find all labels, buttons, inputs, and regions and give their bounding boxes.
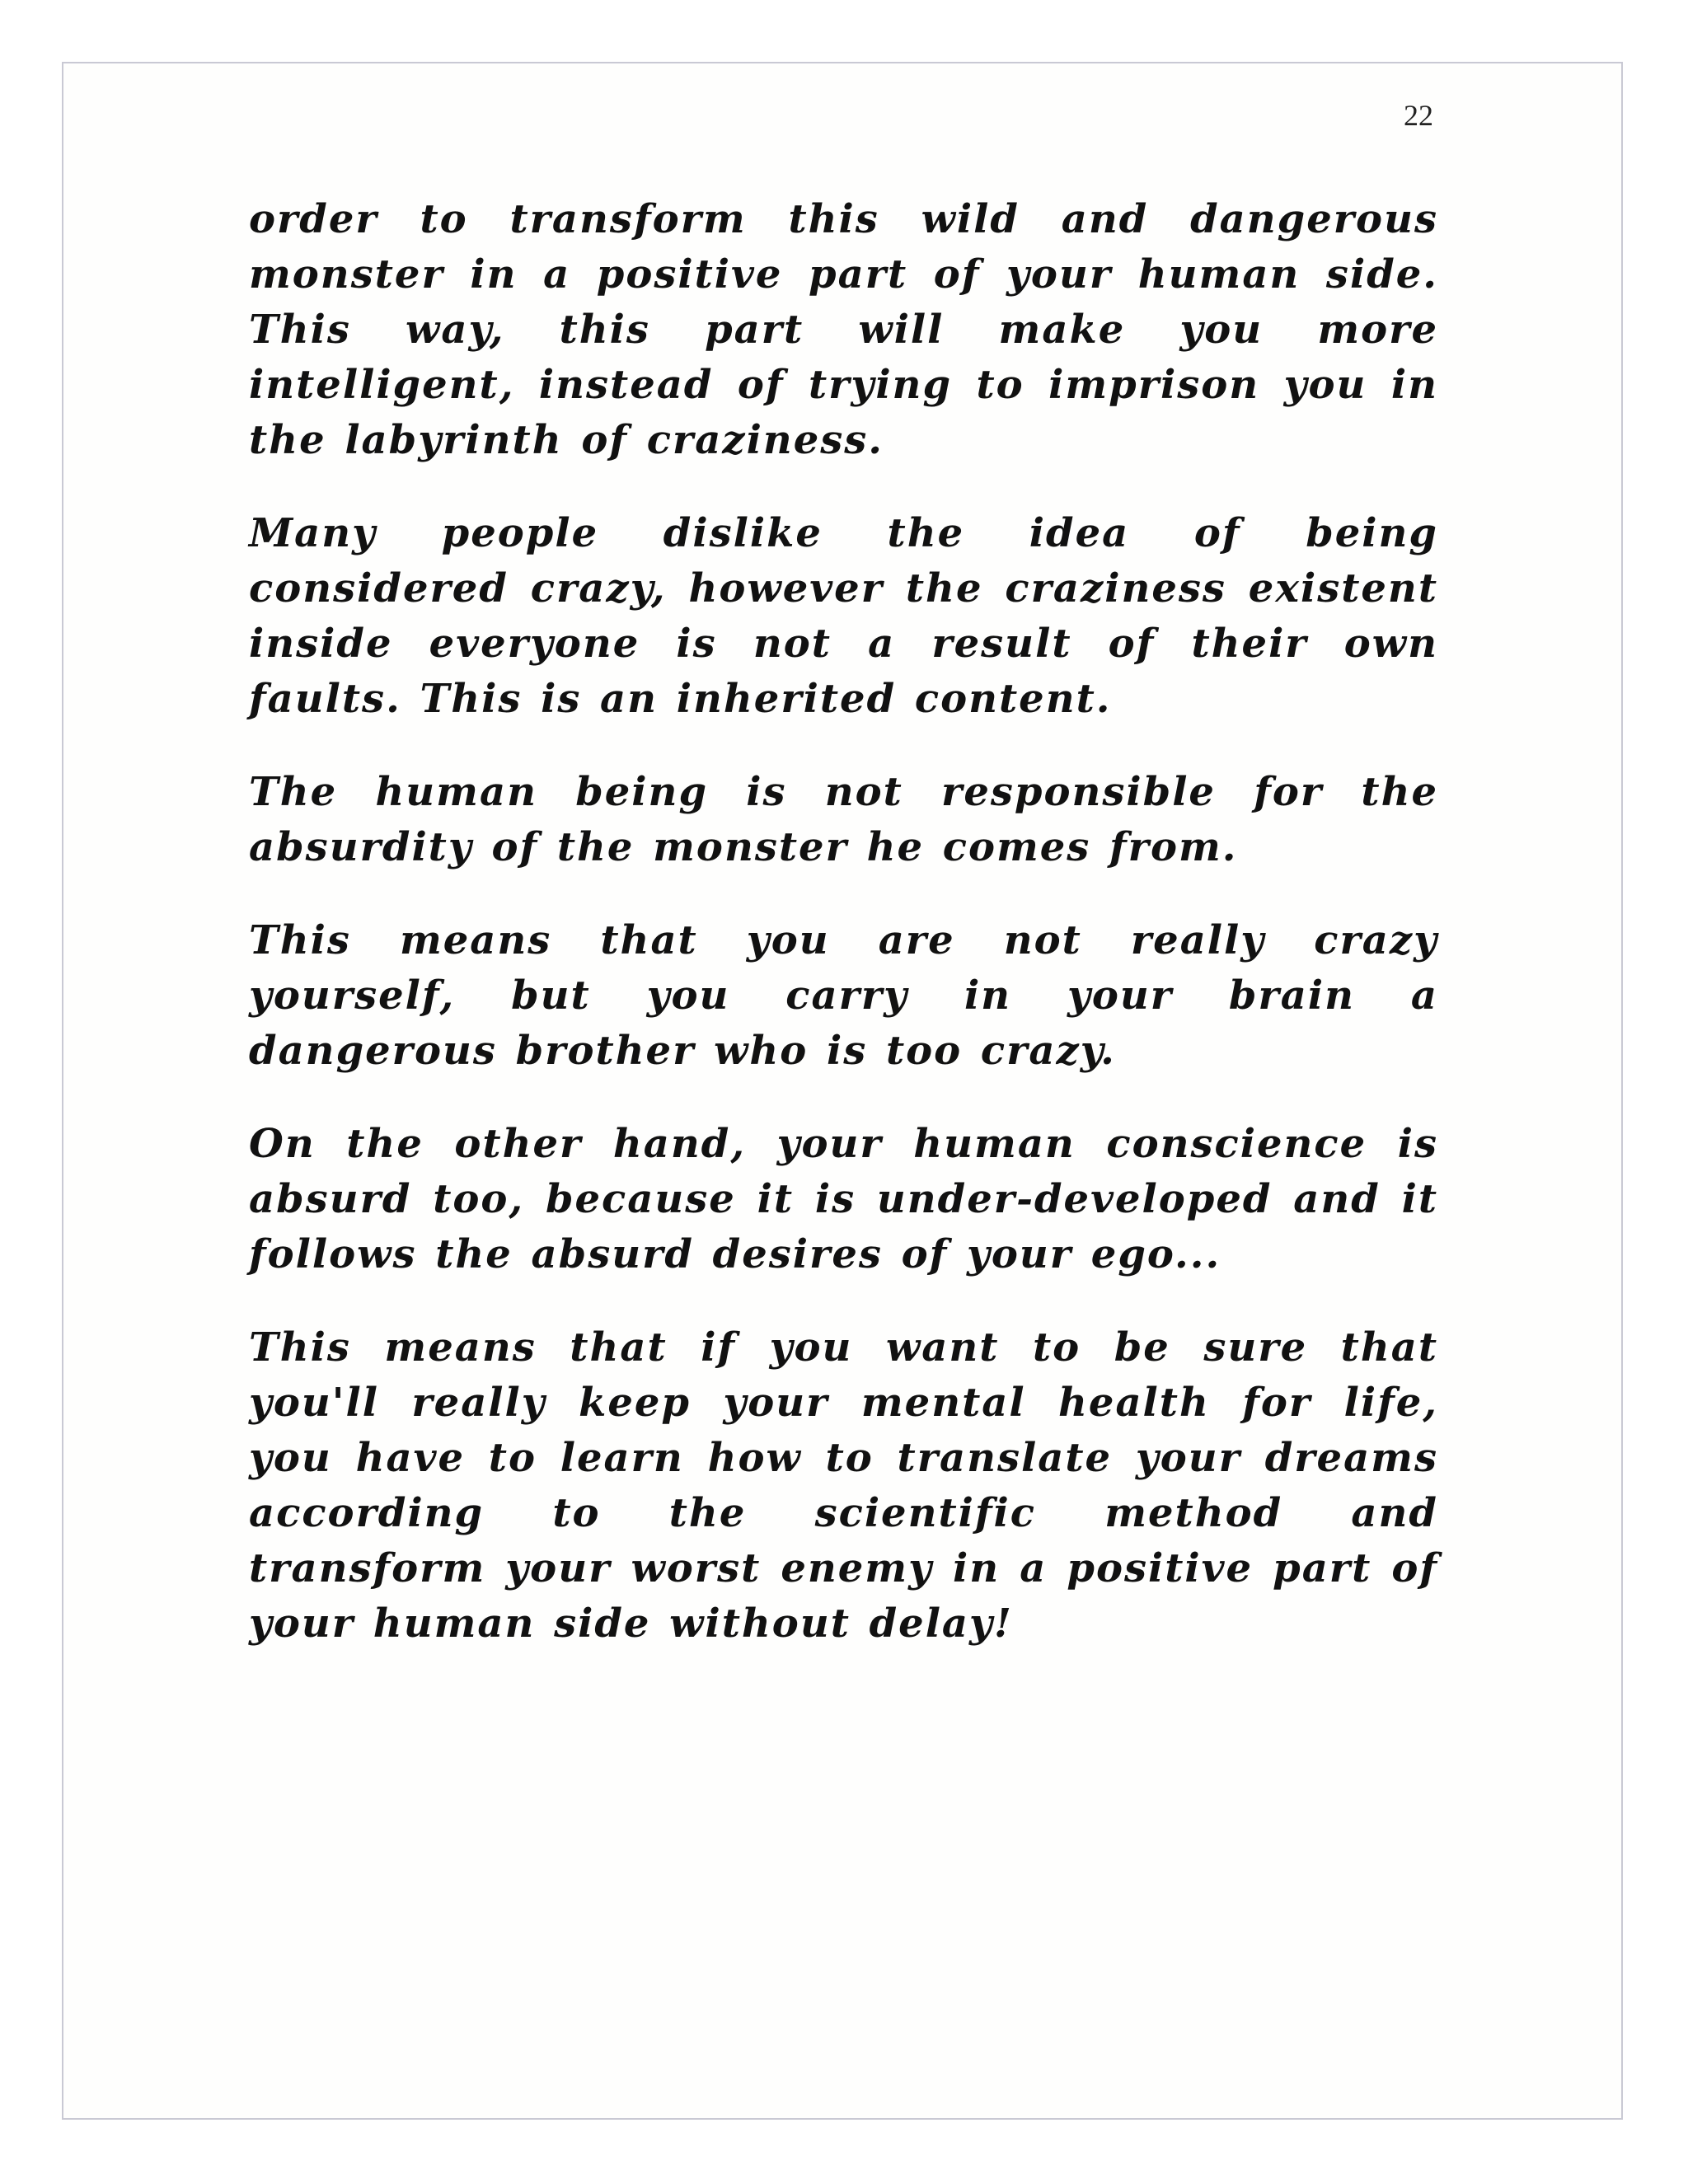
document-page [62,62,1623,2120]
paragraph-2: Many people dislike the idea of being considered crazy, however the craziness existent inside everyone is not a result of their own faults. This is an inherited content. [249,510,1438,722]
paragraph-3: The human being is not responsible for the absurdity of the monster he comes from. [249,769,1438,870]
body-text [249,192,1438,1690]
paragraph-6: This means that if you want to be sure that you'll really keep your mental health for life, you have to learn how to translate your dreams according to the scientific method and transform your worst enemy in a positive part of your human side without delay! [249,1324,1438,1647]
paragraph-4: This means that you are not really crazy yourself, but you carry in your brain a dangerous brother who is too crazy. [249,917,1438,1074]
paragraph-1: order to transform this wild and dangerous monster in a positive part of your human side. This way, this part will make you more intelligent, instead of trying to imprison you in the labyrinth of craziness. [249,196,1438,463]
page-number: 22 [1404,99,1433,132]
paragraph-5: On the other hand, your human conscience is absurd too, because it is under-developed and it follows the absurd desires of your ego... [249,1121,1438,1277]
